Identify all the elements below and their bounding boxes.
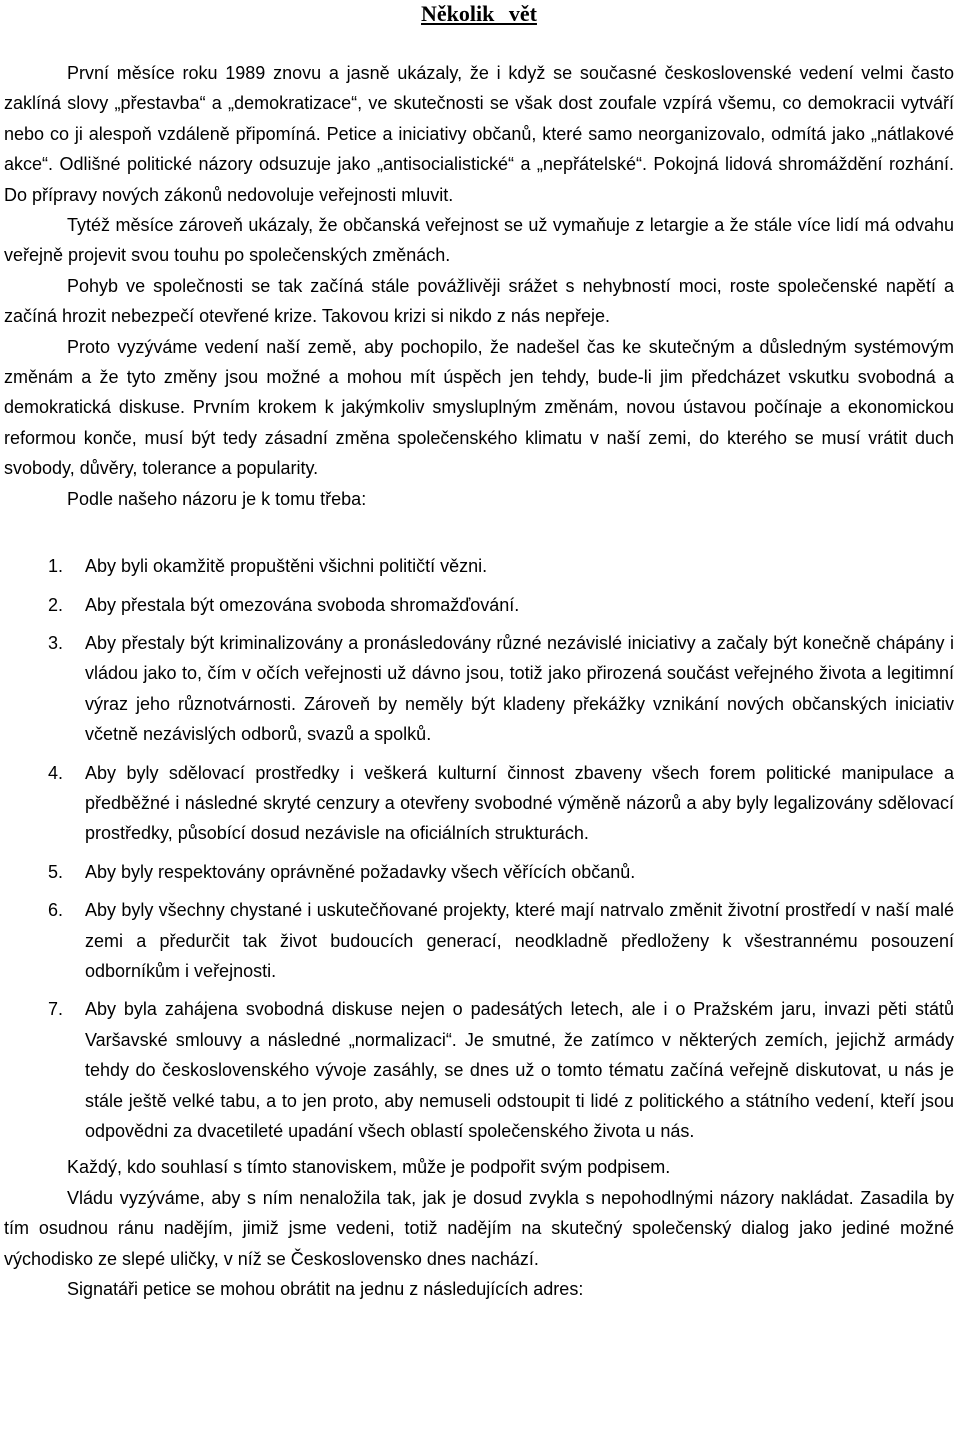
list-item-number: 3. [48,632,64,653]
list-item [4,758,954,849]
list-item-text: Aby přestaly být kriminalizovány a pronásledovány různé nezávislé iniciativy a začaly být konečně chápány i vládou jako to, čím v očích veřejnosti už dávno jsou, totiž jako přirozená součást veřejného života a legitimní výraz jeho různotvárnosti. Zároveň by neměly být kladeny překážky vznikání nových občanských iniciativ včetně nezávislých odborů, svazů a spolků. [85,632,954,745]
document-title: Několik vět [421,1,537,26]
list-item [4,994,954,1146]
list-item [4,628,954,750]
list-item-text: Aby byli okamžitě propuštěni všichni političtí vězni. [85,556,488,577]
list-item-text: Aby byly všechny chystané i uskutečňované projekty, které mají natrvalo změnit životní prostředí v naší malé zemi a předurčit tak život budoucích generací, neodkladně předloženy k všestrannému posouzení odborníkům i veřejnosti. [85,900,954,981]
list-item-number: 2. [48,594,64,615]
list-item-number: 4. [48,762,64,783]
paragraph-intro-3: Pohyb ve společnosti se tak začíná stále povážlivěji srážet s nehybností moci, roste společenské napětí a začíná hrozit nebezpečí otevřené krize. Takovou krizi si nikdo z nás nepřeje. [4,275,954,327]
paragraph-intro-5: Podle našeho názoru je k tomu třeba: [67,488,367,509]
list-item-text: Aby byly respektovány oprávněné požadavky všech věřících občanů. [85,861,636,882]
list-item-text: Aby přestala být omezována svoboda shromažďování. [85,594,520,615]
list-item-number: 1. [48,556,64,577]
paragraph-intro-2: Tytéž měsíce zároveň ukázaly, že občanská veřejnost se už vymaňuje z letargie a že stále více lidí má odvahu veřejně projevit svou touhu po společenských změnách. [4,215,954,266]
paragraph-intro-4: Proto vyzýváme vedení naší země, aby pochopilo, že nadešel čas ke skutečným a důsledným systémovým změnám a že tyto změny jsou možné a mohou mít úspěch jen tehdy, bude-li jim předcházet vskutku svobodná a demokratická diskuse. Prvním krokem k jakýmkoliv smysluplným změnám, novou ústavou počínaje a ekonomickou reformou konče, musí být tedy zásadní změna společenského klimatu v naší zemi, do kterého se musí vrátit duch svobody, důvěry, tolerance a popularity. [4,336,954,479]
list-item [4,590,954,620]
list-item [4,895,954,986]
list-item-number: 7. [48,999,64,1020]
paragraph-closing-1: Každý, kdo souhlasí s tímto stanoviskem, může je podpořit svým podpisem. [67,1157,671,1178]
list-item-number: 6. [48,900,64,921]
paragraph-closing-2: Vládu vyzýváme, aby s ním nenaložila tak, jak je dosud zvykla s nepohodlnými názory nakládat. Zasadila by tím osudnou ránu nadějím, jimiž jsme vedeni, totiž nadějím na skutečný společenský dialog jako jediné možné východisko ze slepé uličky, v níž se Československo dnes nachází. [4,1187,954,1269]
list-item-number: 5. [48,861,64,882]
list-item [4,857,954,887]
paragraph-intro-1: První měsíce roku 1989 znovu a jasně ukázaly, že i když se současné československé vedení velmi často zaklíná slovy „přestavba“ a „demokratizace“, ve skutečnosti se však dost zoufale vzpírá všemu, co demokracii vytváří nebo co ji alespoň vzdáleně připomíná. Petice a iniciativy občanů, které samo neorganizovalo, odmítá jako „nátlakové akce“. Odlišné politické názory odsuzuje jako „antisocialistické“ a „nepřátelské“. Pokojná lidová shromáždění rozhání. Do přípravy nových zákonů nedovoluje veřejnosti mluvit. [4,63,954,205]
document-page [4,0,954,1304]
paragraph-closing-3: Signatáři petice se mohou obrátit na jednu z následujících adres: [67,1279,584,1300]
demands-list [4,551,954,1146]
list-item-text: Aby byly sdělovací prostředky i veškerá kulturní činnost zbaveny všech forem politické manipulace a předběžné i následné skryté cenzury a otevřeny svobodné výměně názorů a aby byly legalizovány sdělovací prostředky, působící dosud nezávisle na oficiálních strukturách. [85,762,954,844]
list-item [4,551,954,581]
list-item-text: Aby byla zahájena svobodná diskuse nejen o padesátých letech, ale i o Pražském jaru, invazi pěti států Varšavské smlouvy a následné „normalizaci“. Je smutné, že zatímco v některých zemích, jejichž armády tehdy do československého vývoje zasáhly, se dnes už o tomto tématu začíná veřejně diskutovat, u nás je stále ještě velké tabu, a to jen proto, aby nemuseli odstoupit ti lidé z politického a státního vedení, kteří jsou odpovědni za dvacetileté upadání všech oblastí společenského života u nás. [85,999,954,1141]
